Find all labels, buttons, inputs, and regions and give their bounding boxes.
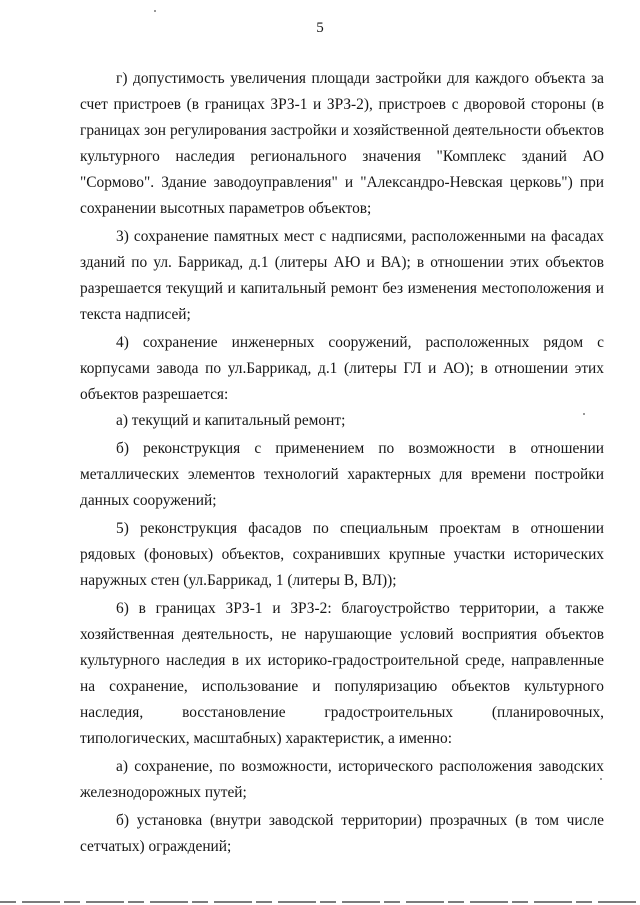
paragraph-4a-repair: а) текущий и капитальный ремонт; <box>116 412 346 429</box>
paragraph-4b-reconstruction: б) реконструкция с применением по возможности в отношении металлических элементов технологий характерных для времени постройки данных сооружений; <box>80 440 604 509</box>
scan-edge-artifact <box>0 901 640 903</box>
paragraph-3-memorial-places: 3) сохранение памятных мест с надписями, расположенными на фасадах зданий по ул. Баррикад, д.1 (литеры АЮ и ВА); в отношении этих объектов разрешается текущий и капитальный ремонт без изменения местоположения и текста надписей; <box>80 228 604 323</box>
paragraph-6b-fences: б) установка (внутри заводской территории) прозрачных (в том числе сетчатых) ограждений; <box>80 812 604 855</box>
paragraph-6a-railway-tracks: а) сохранение, по возможности, исторического расположения заводских железнодорожных путей; <box>80 758 604 801</box>
scan-speck <box>600 778 602 780</box>
scan-speck <box>583 413 585 415</box>
paragraph-6-landscaping: 6) в границах ЗРЗ-1 и ЗРЗ-2: благоустройство территории, а также хозяйственная деятельность, не нарушающие условий восприятия объектов культурного наследия в их историко-градостроительной среде, направленные на сохранение, использование и популяризацию объектов культурного наследия, восстановление градостроительных (планировочных, типологических, масштабных) характеристик, а именно: <box>80 600 604 747</box>
paragraph-g-building-area: г) допустимость увеличения площади застройки для каждого объекта за счет пристроев (в границах ЗРЗ-1 и ЗРЗ-2), пристроев с дворовой стороны (в границах зон регулирования застройки и хозяйственной деятельности объектов культурного наследия регионального значения "Комплекс зданий АО "Сормово". Здание заводоуправления" и "Александро-Невская церковь") при сохранении высотных параметров объектов; <box>80 70 604 217</box>
page-number: 5 <box>316 20 324 36</box>
scan-speck <box>154 10 156 12</box>
paragraph-5-facade-reconstruction: 5) реконструкция фасадов по специальным проектам в отношении рядовых (фоновых) объектов, сохранивших крупные участки исторических наружных стен (ул.Баррикад, 1 (литеры В, ВЛ)); <box>80 520 604 589</box>
paragraph-4-engineering-structures: 4) сохранение инженерных сооружений, расположенных рядом с корпусами завода по ул.Баррикад, д.1 (литеры ГЛ и АО); в отношении этих объектов разрешается: <box>80 334 604 403</box>
document-body <box>80 66 604 862</box>
